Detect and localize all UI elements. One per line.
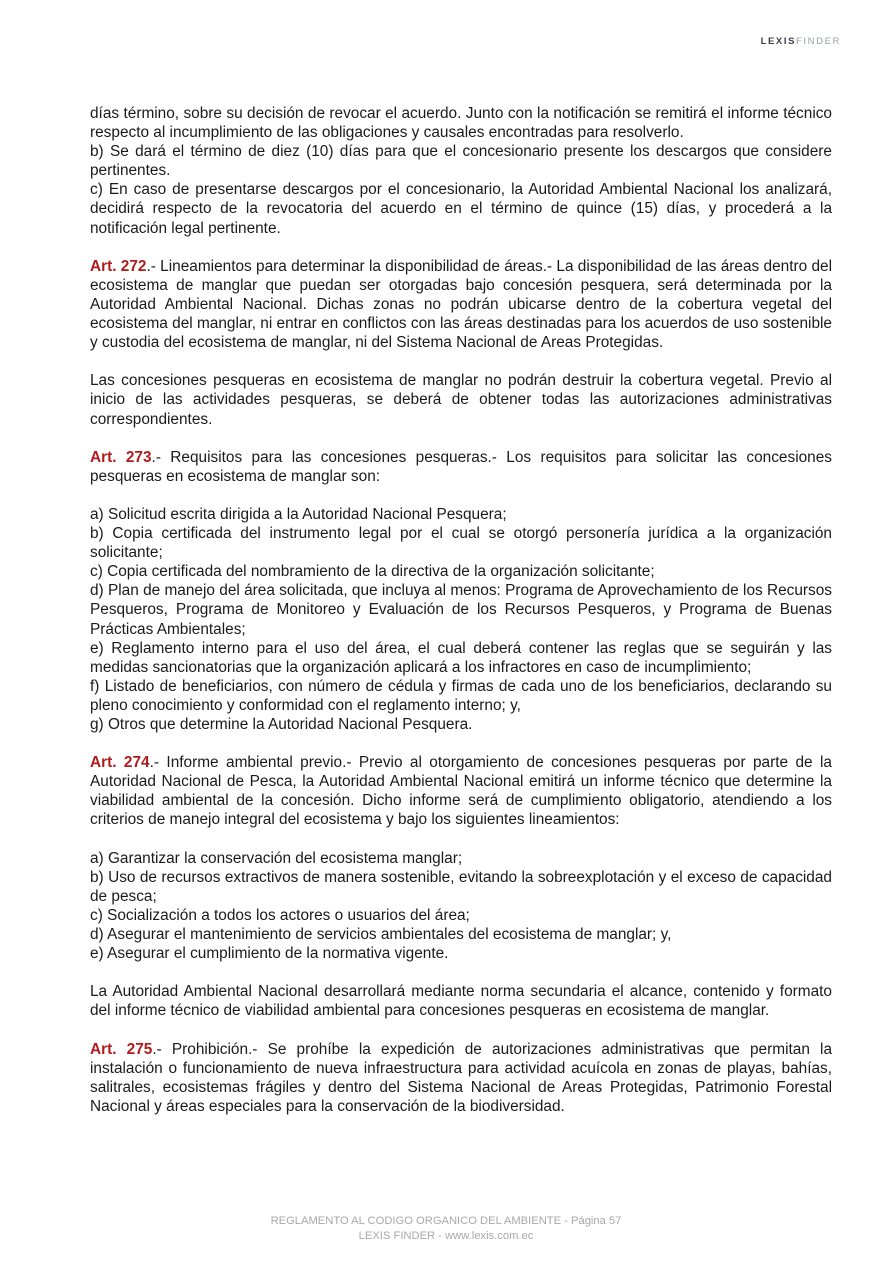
footer-document-title-page: REGLAMENTO AL CODIGO ORGANICO DEL AMBIENTE - Página 57 [270, 1215, 622, 1227]
article-273-item-c: c) Copia certificada del nombramiento de la directiva de la organización solicitante; [90, 563, 655, 581]
article-272-label: Art. 272 [90, 257, 147, 275]
article-274 [90, 753, 832, 829]
document-body [90, 104, 832, 1116]
page-footer [0, 1214, 892, 1243]
article-274-item-d: d) Asegurar el mantenimiento de servicios ambientales del ecosistema de manglar; y, [90, 926, 672, 944]
article-273-item-d: d) Plan de manejo del área solicitada, que incluya al menos: Programa de Aprovechamiento de los Recursos Pesqueros, Programa de Monitoreo y Evaluación de los Recursos Pesqueros, y Programa de Buenas Prácticas Ambientales; [90, 582, 832, 638]
article-274-paragraph-2: La Autoridad Ambiental Nacional desarrollará mediante norma secundaria el alcance, contenido y formato del informe técnico de viabilidad ambiental para concesiones pesqueras en ecosistema de manglar. [90, 983, 832, 1020]
article-274-item-a: a) Garantizar la conservación del ecosistema manglar; [90, 849, 463, 867]
article-272-text: .- Lineamientos para determinar la disponibilidad de áreas.- La disponibilidad de las áreas dentro del ecosistema de manglar que puedan ser otorgadas bajo concesión pesquera, será determinada por la Autoridad Ambiental Nacional. Dichas zonas no podrán ubicarse dentro de la cobertura vegetal del ecosistema del manglar, ni entrar en conflictos con las áreas destinadas para los acuerdos de uso sostenible y custodia del ecosistema de manglar, ni del Sistema Nacional de Areas Protegidas. [90, 257, 832, 352]
article-275-label: Art. 275 [90, 1040, 153, 1058]
article-273-label: Art. 273 [90, 448, 152, 466]
article-272-paragraph-2: Las concesiones pesqueras en ecosistema de manglar no podrán destruir la cobertura vegetal. Previo al inicio de las actividades pesqueras, se deberá de obtener todas las autorizaciones administrativas correspondientes. [90, 372, 832, 428]
article-273-item-g: g) Otros que determine la Autoridad Nacional Pesquera. [90, 716, 473, 733]
article-275-text: .- Prohibición.- Se prohíbe la expedición de autorizaciones administrativas que permitan la instalación o funcionamiento de nueva infraestructura para actividad acuícola en zonas de playas, bahías, salitrales, ecosistemas frágiles y dentro del Sistema Nacional de Areas Protegidas, Patrimonio Forestal Nacional y áreas especiales para la conservación de la biodiversidad. [90, 1040, 833, 1115]
logo-lexis: LEXIS [760, 36, 797, 47]
article-274-item-b: b) Uso de recursos extractivos de manera sostenible, evitando la sobreexplotación y el exceso de capacidad de pesca; [90, 868, 832, 905]
lexis-finder-logo [761, 36, 841, 47]
footer-site-link: LEXIS FINDER - www.lexis.com.ec [358, 1229, 534, 1242]
article-273-item-a: a) Solicitud escrita dirigida a la Autoridad Nacional Pesquera; [90, 505, 507, 523]
article-274-item-c: c) Socialización a todos los actores o usuarios del área; [90, 906, 470, 924]
article-273 [90, 448, 832, 486]
intro-item-b: b) Se dará el término de diez (10) días para que el concesionario presente los descargos que considere pertinentes. [90, 143, 832, 180]
article-273-text: .- Requisitos para las concesiones pesqueras.- Los requisitos para solicitar las concesiones pesqueras en ecosistema de manglar son: [90, 448, 832, 485]
intro-item-c: c) En caso de presentarse descargos por el concesionario, la Autoridad Ambiental Nacional los analizará, decidirá respecto de la revocatoria del acuerdo en el término de quince (15) días, y procederá a la notificación legal pertinente. [90, 181, 832, 237]
article-273-item-b: b) Copia certificada del instrumento legal por el cual se otorgó personería jurídica a la organización solicitante; [90, 525, 832, 562]
logo-finder: FINDER [796, 36, 841, 47]
intro-paragraph-1: días término, sobre su decisión de revocar el acuerdo. Junto con la notificación se remitirá el informe técnico respecto al incumplimiento de las obligaciones y causales encontradas para resolverlo. [90, 105, 832, 142]
article-272 [90, 257, 832, 352]
article-274-item-e: e) Asegurar el cumplimiento de la normativa vigente. [90, 945, 449, 963]
article-274-text: .- Informe ambiental previo.- Previo al otorgamiento de concesiones pesqueras por parte de la Autoridad Nacional de Pesca, la Autoridad Ambiental Nacional emitirá un informe técnico que determine la viabilidad ambiental de la concesión. Dicho informe será de cumplimiento obligatorio, atendiendo a los criterios de manejo integral del ecosistema y bajo los siguientes lineamientos: [90, 754, 832, 829]
article-273-item-e: e) Reglamento interno para el uso del área, el cual deberá contener las reglas que se seguirán y las medidas sancionatorias que la organización aplicará a los infractores en caso de incumplimiento; [90, 639, 832, 676]
article-274-label: Art. 274 [90, 754, 150, 772]
article-273-item-f: f) Listado de beneficiarios, con número de cédula y firmas de cada uno de los beneficiarios, declarando su pleno conocimiento y conformidad con el reglamento interno; y, [90, 677, 832, 714]
article-275 [90, 1040, 832, 1116]
